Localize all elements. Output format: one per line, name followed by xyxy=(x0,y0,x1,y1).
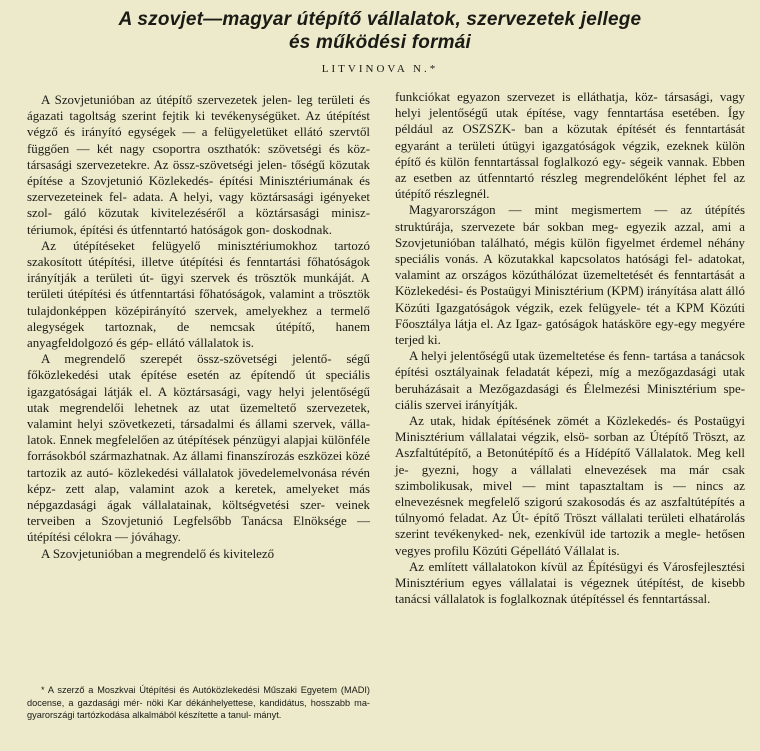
paragraph: A Szovjetunióban a megrendelő és kivitelező xyxy=(41,546,275,561)
article-title-line-2: és működési formái xyxy=(288,32,472,53)
paragraph: A megrendelő szerepét össz-szövetségi jelentő- ségű főközlekedési utak építése esetén az építendő út speciális igazgatóságai látják el. A köztársasági, vagy helyi jelentőségű utak megrendelői lehetnek az utat üzemeltető szervezetek, valamint helyi szövetkezeti, társadalmi és állami szervek, válla- latok. Ennek megfelelően az útépítések pénzügyi alapjai különféle forrásokból származhatnak. Az állami finanszírozás eszközei közé tartozik az autó- közlekedési vállalatok jövedelemelvonása révén képz- zett alap, valamint azok a keretek, amelyeket más népgazdasági ágak vállalatainak, költségvetési szer- veinek terveiben a Szovjetunió Legfelsőbb Tanácsa Elnöksége — útépítési célokra — jóváhagy. xyxy=(27,352,370,545)
author-byline: LITVINOVA N.* xyxy=(321,63,439,75)
paragraph: A helyi jelentőségű utak üzemeltetése és fenn- tartása a tanácsok építési osztályainak feladatát képezi, míg a mezőgazdasági utak beruházásait a Mezőgazdasági és Élelmezési Minisztérium spe- ciális szervei irányítják. xyxy=(395,349,745,412)
left-column xyxy=(27,92,370,562)
paragraph: Az utak, hidak építésének zömét a Közlekedés- és Postaügyi Minisztérium vállalatai végzik, elsö- sorban az Útépítő Tröszt, az Aszfaltútépítő, a Betonútépítő és a Hídépítő Vállalatok. Meg kell je- gyezni, hogy a vállalati elnevezések ma már csak szimbolikusak, mivel — mint tapasztaltam is — nincs az elnevezésnek megfelelő szigorú szakosodás és az aszfaltútépítés a túlnyomó feladat. Az Út- építő Tröszt vállalati területi elhatárolás szerint tevékenyked- nek, ezenkívül ide tartozik a megle- hetősen vegyes profilu Közúti Gépellátó Vállalat is. xyxy=(395,414,745,558)
paragraph: funkciókat egyazon szervezet is elláthatja, köz- társasági, vagy helyi jelentőségű utak építése, vagy fenntartása esetében. Így például az OSZSZK- ban a közutak építését és fenntartását egyaránt a területi útügyi igazgatóságok végzik, ezeknek külön építő és külön fenntartással foglalkozó egy- ségeik vannak. Ebben az esetben az útfenntartó részleg megrendelőként léphet fel az útépítő részlegnél. xyxy=(395,90,745,202)
paragraph: Magyarországon — mint megismertem — az útépítés struktúrája, szervezete bár sokban meg- egyezik azzal, ami a Szovjetunióban található, mégis külön figyelmet érdemel néhány speciális vonás. A közutakkal kapcsolatos hatósági fel- adatokat, valamint az országos közúthálózat üzemeltetését és fenntartását a Közlekedési- és Postaügyi Minisztérium (KPM) irányítása alatt álló Közúti Igazgatóságok végzik, ezek felügyele- tét a KPM Közúti Főosztálya látja el. Az Igaz- gatóságok hatásköre egy-egy megyére terjed ki. xyxy=(395,203,745,348)
paragraph: Az említett vállalatokon kívül az Építésügyi és Városfejlesztési Minisztérium egyes vállalatai is végeznek útépítést, de kisebb tanácsi vállalatok is foglalkoznak útépítéssel és fenntartással. xyxy=(395,559,745,607)
footnote: * A szerző a Moszkvai Útépítési és Autóközlekedési Műszaki Egyetem (MADI) docense, a gazdasági mér- nöki Kar dékánhelyettese, kandidátus, hosszabb ma- gyarországi tartózkodása alkalmából készítette a tanul- mányt. xyxy=(27,685,370,721)
right-column xyxy=(395,89,745,608)
article-title-line-1: A szovjet—magyar útépítő vállalatok, szervezetek jellege xyxy=(118,9,642,30)
paragraph: A Szovjetunióban az útépítő szervezetek jelen- leg területi és ágazati tagoltság szerint fejtik ki tevékenységüket. Az útépítést végző és irányító egységek — a felügyeletüket ellátó szervtől függően — két nagy csoportra oszthatók: szövetségi és köz- társasági szervezetekre. Az össz-szövetségi jelen- tőségű közutak építése a Szovjetunió Közlekedés- építési Minisztériumának és szervezeteinek fel- adata. A helyi, vagy köztársasági igényeket szol- gáló közutak kivitelezéséről a köztársasági minisz- tériumok, építési és útfenntartó hatóságok gon- doskodnak. xyxy=(27,93,370,237)
paragraph: Az útépítéseket felügyelő minisztériumokhoz tartozó szakosított útépítési, illetve útépítési és fenntartási főhatóságok irányítják a területi út- ügyi szervek és trösztök munkáját. A területi útépítési és útfenntartási főhatóságok, valamint a trösztök tulajdonképpen középirányító szervek, amelyekhez a termelő alegységek tartoznak, de nemcsak útépítő, hanem anyagfeldolgozó és gép- ellátó vállalatok is. xyxy=(27,238,370,351)
